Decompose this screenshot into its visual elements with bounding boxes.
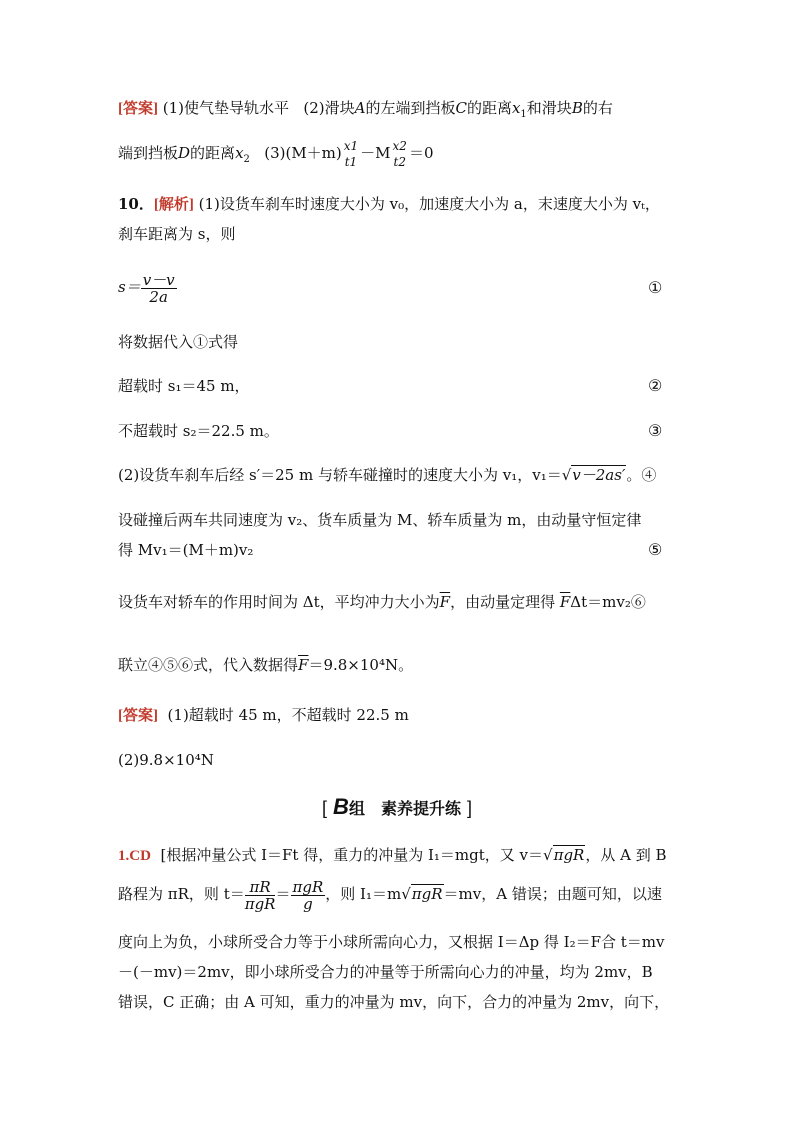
fraction-x2-t2: x2 t2 (392, 139, 407, 169)
q10-line10: 联立④⑤⑥式，代入数据得$\overline{F}=9.8\times 10^4N$。 (118, 656, 414, 674)
section-header-b: [ B组 素养提升练 ] (322, 794, 472, 819)
q1-line1: 1.CD [根据冲量公式 I＝Ft 得，重力的冲量为 I₁＝mgt，又 v＝√πgR，从 A 到 B (118, 846, 667, 864)
q10-line8: 得 Mv₁＝(M＋m)v₂ (118, 541, 254, 559)
q1-line2: 路程为 πR，则 t＝ $\frac{\pi R}{\text{πgR}}$ ＝ $\frac{\text{πgR}}{g}$ ，则 I₁＝m√πgR＝mv，A 错误；由题可知，以速 (118, 877, 662, 913)
q10-line5: 不超载时 s₂＝22.5 m。 (118, 422, 279, 440)
equation-number-1: ① (648, 278, 663, 297)
q10-line6: (2)设货车刹车后经 s′＝25 m 与轿车碰撞时的速度大小为 v₁，v₁＝√v－2as′。④ (118, 466, 657, 484)
q10-line1: 10．[解析] (1)设货车刹车时速度大小为 v₀，加速度大小为 a，末速度大小为 vₜ， (118, 195, 660, 213)
q1-line4: －(－mv)＝2mv，即小球所受合力的冲量等于所需向心力的冲量，均为 2mv，B (118, 963, 653, 981)
equation-number-3: ③ (648, 421, 663, 440)
q10-line3: 将数据代入①式得 (118, 333, 239, 351)
q10-line4: 超载时 s₁＝45 m， (118, 377, 250, 395)
q10-line7: 设碰撞后两车共同速度为 v₂、货车质量为 M、轿车质量为 m，由动量守恒定律 (118, 511, 642, 529)
answer-tag: [答案] (118, 101, 158, 117)
fraction-x1-t1: x1 t1 (343, 139, 359, 169)
answer1-line1: [答案] (1)使气垫导轨水平 (2)滑块A的左端到挡板C的距离$x_1$和滑块B的右 (118, 99, 613, 120)
equation-number-5: ⑤ (648, 540, 663, 559)
answer1-line2: 端到挡板D的距离$x_2$ (3)(M＋m) x1 t1 －M x2 t2 ＝0 (118, 139, 434, 169)
q1-line5: 错误，C 正确；由 A 可知，重力的冲量为 mv，向下，合力的冲量为 2mv，向下， (118, 993, 670, 1011)
fraction-sqrt-g: $\frac{\text{πgR}}{g}$ (292, 877, 324, 913)
answer10-line1: [答案] (1)超载时 45 m，不超载时 22.5 m (118, 706, 409, 724)
answer10-line2: (2)9.8×10⁴N (118, 751, 214, 769)
q1-line3: 度向上为负，小球所受合力等于小球所需向心力，又根据 I＝Δp 得 I₂＝F合 t＝mv (118, 933, 665, 951)
q10-line2: 刹车距离为 s，则 (118, 225, 236, 243)
q10-line9: 设货车对轿车的作用时间为 Δt，平均冲力大小为$\overline{F}$，由动量定理得 $\overline{F}\Delta t=mv_2⑥$ (118, 593, 646, 611)
answer1-part1: (1)使气垫导轨水平 (162, 99, 290, 117)
fraction-v-2a: $\frac{v-v}{2a}$ (142, 270, 175, 306)
equation-number-2: ② (648, 376, 663, 395)
q10-formula-s: s＝ $\frac{v-v}{2a}$ (118, 270, 175, 306)
fraction-piR: $\frac{\pi R}{\text{πgR}}$ (244, 877, 276, 913)
